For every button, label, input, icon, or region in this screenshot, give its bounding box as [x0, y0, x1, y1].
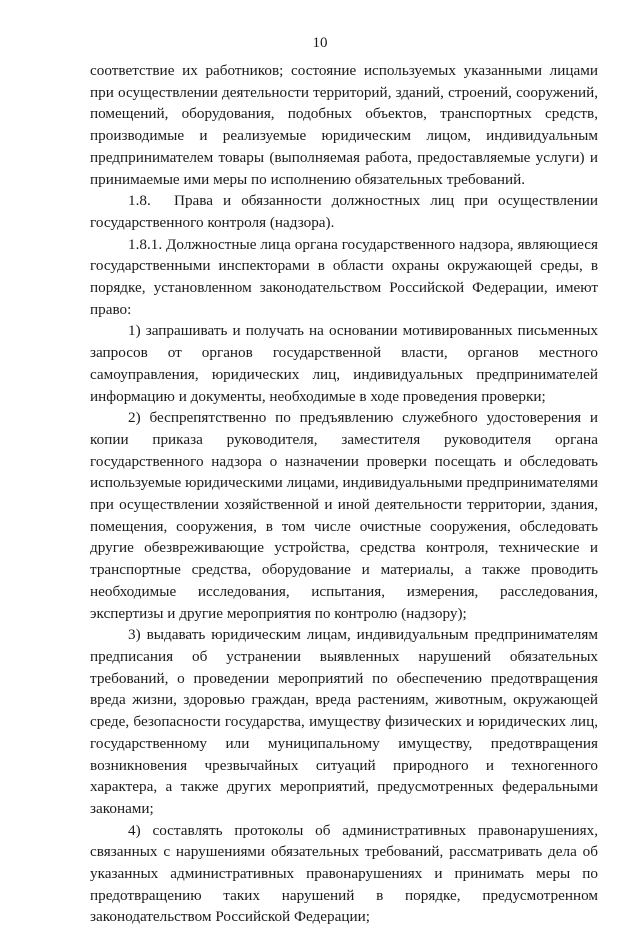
list-item-3: 3) выдавать юридическим лицам, индивидуальным предпринимателям предписания об устранении выявленных нарушений обязательных требований, о проведении мероприятий по обеспечению предотвращения вреда жизни, здоровью граждан, вреда растениям, животным, окружающей среде, безопасности государства, имуществу физических и юридических лиц, государственному или муниципальному имуществу, предотвращения возникновения чрезвычайных ситуаций природного и техногенного характера, а также других мероприятий, предусмотренных федеральными законами;: [90, 626, 598, 817]
document-body: [90, 60, 598, 928]
section-heading-text: Права и обязанности должностных лиц при осуществлении государственного контроля (надзора).: [90, 192, 598, 231]
paragraph-continuation: соответствие их работников; состояние используемых указанными лицами при осуществлении деятельности территорий, зданий, строений, сооружений, помещений, оборудования, подобных объектов, транспортных средств, производимые и реализуемые юридическим лицом, индивидуальным предпринимателем товары (выполняемая работа, предоставляемые услуги) и принимаемые ими меры по исполнению обязательных требований.: [90, 62, 598, 188]
section-number: 1.8.: [128, 192, 151, 210]
page-number: 10: [312, 35, 328, 51]
list-item-1: 1) запрашивать и получать на основании мотивированных письменных запросов от органов государственной власти, органов местного самоуправления, юридических лиц, индивидуальных предпринимателей информацию и документы, необходимые в ходе проведения проверки;: [90, 322, 598, 405]
section-heading-1-8: [90, 190, 598, 233]
list-item-4: 4) составлять протоколы об административных правонарушениях, связанных с нарушениями обязательных требований, рассматривать дела об указанных административных правонарушениях и принимать меры по предотвращению таких нарушений в порядке, предусмотренном законодательством Российской Федерации;: [90, 821, 598, 926]
paragraph-1-8-1: 1.8.1. Должностные лица органа государственного надзора, являющиеся государственными инспекторами в области охраны окружающей среды, в порядке, установленном законодательством Российской Федерации, имеют право:: [90, 235, 598, 318]
list-item-2: 2) беспрепятственно по предъявлению служебного удостоверения и копии приказа руководителя, заместителя руководителя органа государственного надзора о назначении проверки посещать и обследовать используемые юридическими лицами, индивидуальными предпринимателями при осуществлении хозяйственной и иной деятельности территории, здания, помещения, сооружения, в том числе очистные сооружения, обследовать другие обезвреживающие устройства, средства контроля, технические и транспортные средства, оборудование и материалы, а также проводить необходимые исследования, испытания, измерения, расследования, экспертизы и другие мероприятия по контролю (надзору);: [90, 409, 598, 622]
